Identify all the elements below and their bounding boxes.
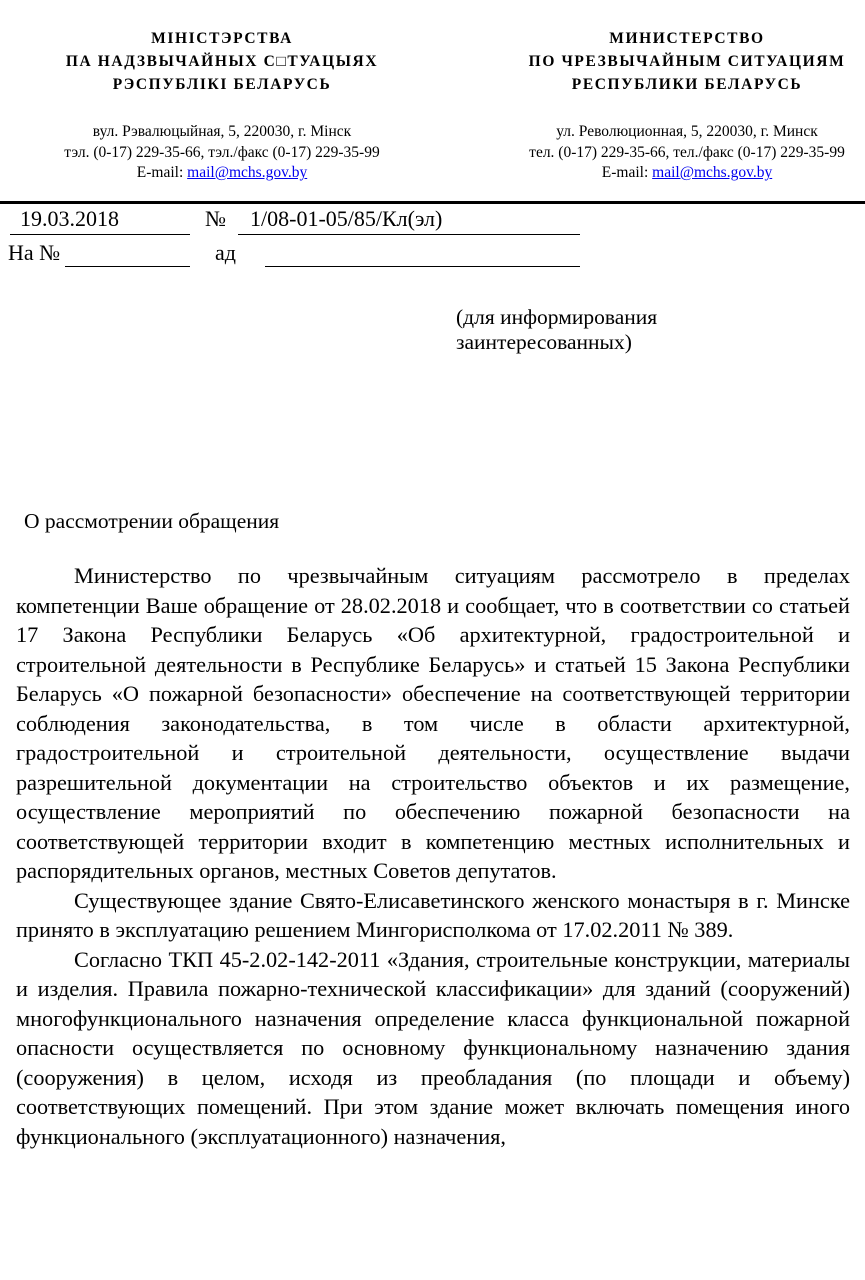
ad-label: ад	[215, 240, 236, 265]
reference-label: На №	[8, 240, 61, 265]
email-label: E-mail:	[601, 164, 653, 181]
ministry-name-russian	[452, 27, 865, 96]
number-label: №	[205, 206, 226, 231]
phone-line: тэл. (0-17) 229-35-66, тэл./факс (0-17) 229-35-99	[64, 143, 380, 161]
ministry-name-line: РЕСПУБЛИКИ БЕЛАРУСЬ	[571, 76, 803, 93]
letter-subject: О рассмотрении обращения	[24, 509, 280, 533]
number-underline	[238, 234, 580, 235]
email-label: E-mail:	[136, 164, 188, 181]
ad-underline	[265, 266, 580, 267]
ministry-name-line: РЭСПУБЛІКІ БЕЛАРУСЬ	[112, 76, 332, 93]
email-line	[452, 163, 865, 184]
address-line: ул. Революционная, 5, 220030, г. Минск	[556, 123, 818, 140]
email-line	[6, 163, 438, 184]
phone-line: тел. (0-17) 229-35-66, тел./факс (0-17) 229-35-99	[529, 143, 845, 161]
reference-underline	[65, 266, 190, 267]
address-line: вул. Рэвалюцыйная, 5, 220030, г. Мінск	[92, 123, 352, 140]
body-paragraph: Существующее здание Свято-Елисаветинского женского монастыря в г. Минске принято в эксплуатацию решением Мингорисполкома от 17.02.2011 № 389.	[16, 887, 850, 942]
contact-block-russian	[452, 122, 865, 184]
date-underline	[10, 234, 190, 235]
body-paragraph: Согласно ТКП 45-2.02-142-2011 «Здания, строительные конструкции, материалы и изделия. Правила пожарно-технической классификации» для зданий (сооружений) многофункционального назначения определение класса функциональной пожарной опасности осуществляется по основному функциональному назначению здания (сооружения) в целом, исходя из преобладания (по площади и объему) соответствующих помещений. При этом здание может включать помещения иного функционального (эксплуатационного) назначения,	[16, 946, 850, 1149]
note-line: (для информирования	[456, 305, 658, 329]
body-paragraph: Министерство по чрезвычайным ситуациям рассмотрело в пределах компетенции Ваше обращение от 28.02.2018 и сообщает, что в соответствии со статьей 17 Закона Республики Беларусь «Об архитектурной, градостроительной и строительной деятельности в Республике Беларусь» и статьей 15 Закона Республики Беларусь «О пожарной безопасности» обеспечение на соответствующей территории соблюдения законодательства, в том числе в области архитектурной, градостроительной и строительной деятельности, осуществление выдачи разрешительной документации на строительство объектов и их размещение, осуществление мероприятий по обеспечению пожарной безопасности на соответствующей территории входит в компетенцию местных исполнительных и распорядительных органов, местных Советов депутатов.	[16, 563, 850, 883]
contact-block-belarusian	[6, 122, 438, 184]
letter-body	[16, 561, 850, 1151]
email-link[interactable]: mail@mchs.gov.by	[187, 164, 308, 181]
ministry-name-line: ПО ЧРЕЗВЫЧАЙНЫМ СИТУАЦИЯМ	[528, 53, 846, 70]
header-divider	[0, 201, 865, 204]
addressee-note	[456, 305, 657, 355]
document-number: 1/08-01-05/85/Кл(эл)	[250, 206, 443, 231]
document-date: 19.03.2018	[20, 206, 119, 231]
ministry-name-belarusian	[6, 27, 438, 96]
ministry-name-line: МИНИСТЕРСТВО	[609, 30, 765, 47]
email-link[interactable]: mail@mchs.gov.by	[652, 164, 773, 181]
ministry-name-line: ПА НАДЗВЫЧАЙНЫХ С□ТУАЦЫЯХ	[65, 53, 379, 70]
ministry-name-line: МІНІСТЭРСТВА	[151, 30, 293, 47]
note-line: заинтересованных)	[456, 330, 632, 354]
